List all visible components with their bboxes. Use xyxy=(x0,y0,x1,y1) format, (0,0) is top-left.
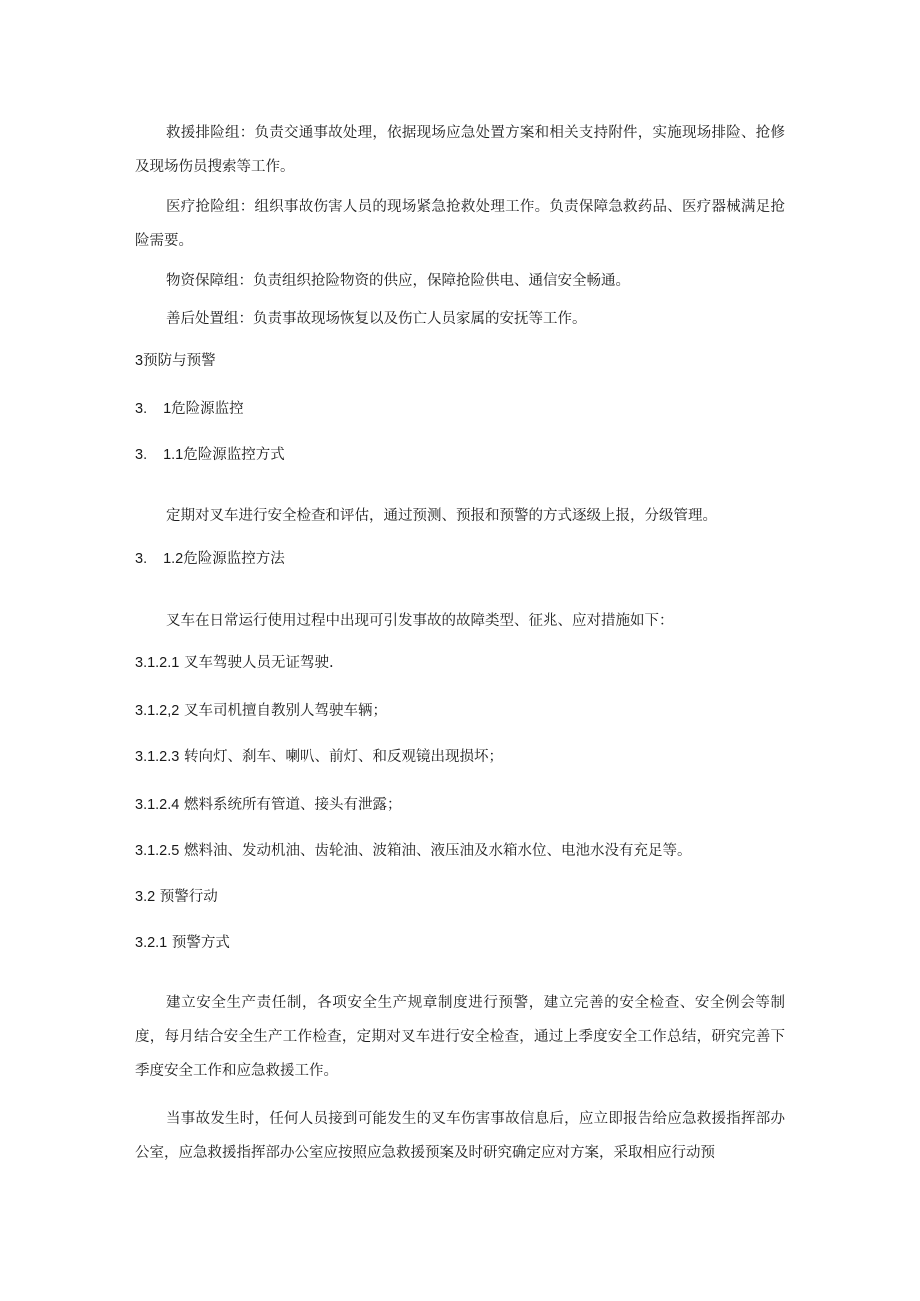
paragraph-medical-group: 医疗抢险组：组织事故伤害人员的现场紧急抢救处理工作。负责保障急救药品、医疗器械满足抢险需要。 xyxy=(135,199,785,249)
fault-item xyxy=(135,746,503,768)
fault-item xyxy=(135,794,401,816)
heading-text: 危险源监控 xyxy=(171,401,244,417)
heading-number: 3.2.1 xyxy=(135,935,168,951)
fault-text: 燃料系统所有管道、接头有泄露； xyxy=(183,797,402,813)
heading-3-2-1 xyxy=(135,932,230,954)
heading-3-2 xyxy=(135,886,218,908)
heading-number-sub: 1.1 xyxy=(163,447,184,463)
heading-number-sub: 1.2 xyxy=(163,551,184,567)
paragraph-rescue-group: 救援排险组：负责交通事故处理，依据现场应急处置方案和相关支持附件，实施现场排险、抢修及现场伤员搜索等工作。 xyxy=(135,125,785,175)
heading-3-1-1 xyxy=(135,444,285,466)
paragraph-monitor-method: 定期对叉车进行安全检查和评估，通过预测、预报和预警的方式逐级上报，分级管理。 xyxy=(166,508,717,524)
fault-item xyxy=(135,652,334,674)
heading-3-1-2 xyxy=(135,548,285,570)
heading-number: 3. xyxy=(135,447,148,463)
fault-number: 3.1.2.5 xyxy=(135,843,180,859)
fault-number: 3.1.2.1 xyxy=(135,655,180,671)
fault-number: 3.1.2.4 xyxy=(135,797,180,813)
paragraph-fault-intro: 叉车在日常运行使用过程中出现可引发事故的故障类型、征兆、应对措施如下： xyxy=(166,613,674,629)
fault-item xyxy=(135,840,691,862)
paragraph-aftermath-group: 善后处置组：负责事故现场恢复以及伤亡人员家属的安抚等工作。 xyxy=(166,311,587,327)
heading-number: 3 xyxy=(135,353,144,369)
heading-text: 危险源监控方式 xyxy=(183,447,285,463)
heading-number: 3. xyxy=(135,401,148,417)
paragraph-supply-group: 物资保障组：负责组织抢险物资的供应，保障抢险供电、通信安全畅通。 xyxy=(166,273,630,289)
fault-text: 叉车驾驶人员无证驾驶. xyxy=(183,655,334,671)
fault-text: 转向灯、刹车、喇叭、前灯、和反观镜出现损坏； xyxy=(183,749,503,765)
fault-text: 叉车司机擅自教别人驾驶车辆； xyxy=(183,703,387,719)
heading-number: 3. xyxy=(135,551,148,567)
heading-text: 危险源监控方法 xyxy=(183,551,285,567)
fault-number: 3.1.2.3 xyxy=(135,749,180,765)
heading-3 xyxy=(135,350,216,372)
fault-text: 燃料油、发动机油、齿轮油、波箱油、液压油及水箱水位、电池水没有充足等。 xyxy=(183,843,692,859)
fault-item xyxy=(135,700,387,722)
heading-text: 预警行动 xyxy=(159,889,218,905)
paragraph-warning-action: 当事故发生时，任何人员接到可能发生的叉车伤害事故信息后，应立即报告给应急救援指挥部办公室，应急救援指挥部办公室应按照应急救援预案及时研究确定应对方案，采取相应行动预 xyxy=(135,1111,785,1161)
heading-number-sub: 1 xyxy=(163,401,172,417)
fault-number: 3.1.2,2 xyxy=(135,703,180,719)
paragraph-warning-method: 建立安全生产责任制，各项安全生产规章制度进行预警，建立完善的安全检查、安全例会等制度，每月结合安全生产工作检查，定期对叉车进行安全检查，通过上季度安全工作总结，研究完善下季度安全工作和应急救援工作。 xyxy=(135,995,785,1079)
heading-3-1 xyxy=(135,398,244,420)
heading-text: 预防与预警 xyxy=(143,353,216,369)
heading-number: 3.2 xyxy=(135,889,156,905)
heading-text: 预警方式 xyxy=(171,935,230,951)
